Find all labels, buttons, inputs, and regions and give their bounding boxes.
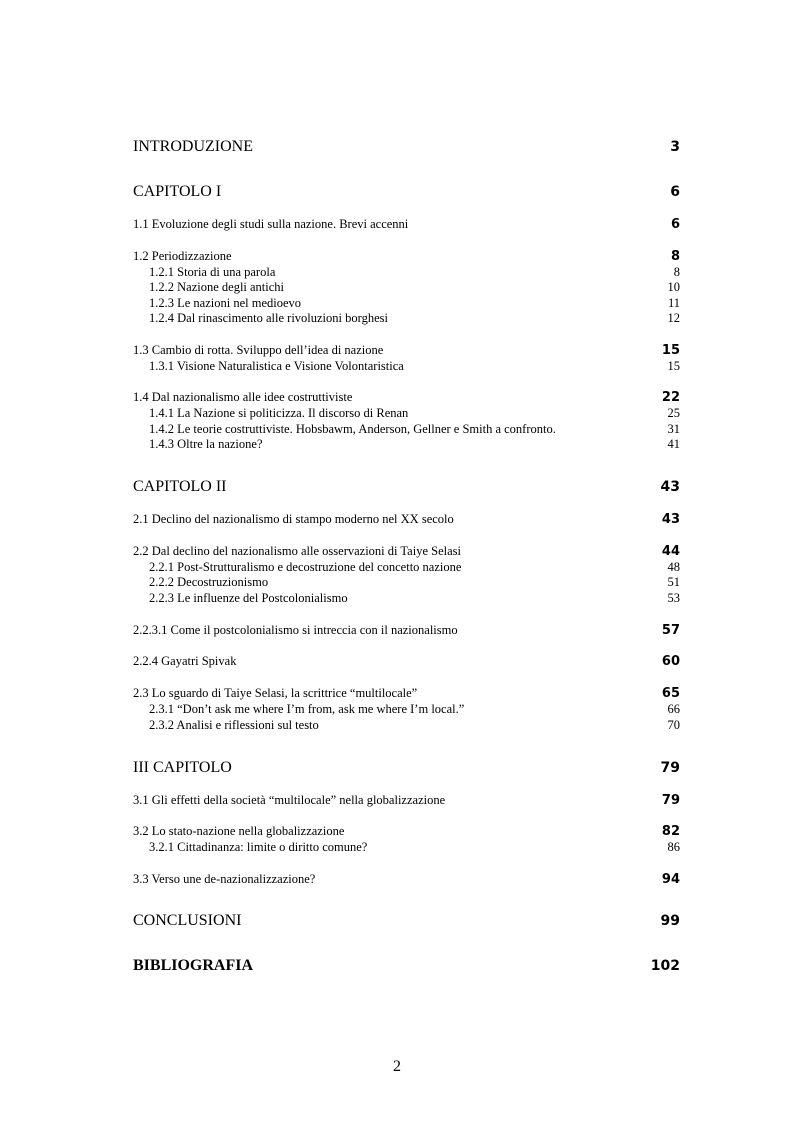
toc-entry-title: 2.2.4 Gayatri Spivak bbox=[133, 654, 237, 668]
toc-entry-page: 8 bbox=[673, 265, 680, 279]
toc-entry-subsection bbox=[149, 437, 680, 452]
toc-entry-subsection bbox=[149, 422, 680, 437]
toc-entry-subsection bbox=[149, 591, 680, 606]
toc-entry-title: CAPITOLO I bbox=[133, 183, 222, 200]
toc-entry-page: 31 bbox=[667, 422, 680, 436]
toc-entry-subsection bbox=[149, 311, 680, 326]
toc-entry-conclusioni bbox=[133, 912, 680, 930]
toc-entry-title: 2.2 Dal declino del nazionalismo alle osservazioni di Taiye Selasi bbox=[133, 544, 461, 558]
toc-entry-page: 43 bbox=[661, 512, 680, 527]
toc-entry-title: CAPITOLO II bbox=[133, 478, 227, 495]
toc-entry-title: 2.3 Lo sguardo di Taiye Selasi, la scrittrice “multilocale” bbox=[133, 686, 418, 700]
toc-entry-subsection bbox=[149, 359, 680, 374]
toc-entry-subsection bbox=[149, 560, 680, 575]
toc-entry-title: 1.3.1 Visione Naturalistica e Visione Volontaristica bbox=[149, 359, 404, 373]
toc-entry-section bbox=[133, 686, 680, 701]
toc-entry-capitolo-2 bbox=[133, 478, 680, 496]
toc-entry-title: 1.2.2 Nazione degli antichi bbox=[149, 280, 285, 294]
toc-entry-page: 70 bbox=[667, 718, 680, 732]
toc-entry-page: 79 bbox=[661, 793, 680, 808]
toc-entry-title: 1.2.4 Dal rinascimento alle rivoluzioni borghesi bbox=[149, 311, 388, 325]
toc-entry-title: 2.2.1 Post-Strutturalismo e decostruzione del concetto nazione bbox=[149, 560, 462, 574]
toc-entry-page: 11 bbox=[667, 296, 680, 310]
toc-entry-section bbox=[133, 249, 680, 264]
toc-entry-title: III CAPITOLO bbox=[133, 759, 232, 776]
toc-entry-title: CONCLUSIONI bbox=[133, 912, 242, 929]
toc-entry-subsection bbox=[149, 718, 680, 733]
toc-entry-capitolo-3 bbox=[133, 759, 680, 777]
toc-entry-title: BIBLIOGRAFIA bbox=[133, 957, 254, 974]
toc-entry-page: 43 bbox=[660, 479, 680, 495]
toc-entry-section bbox=[133, 512, 680, 527]
toc-entry-title: 1.2.3 Le nazioni nel medioevo bbox=[149, 296, 302, 310]
toc-entry-page: 6 bbox=[670, 184, 680, 200]
toc-entry-section bbox=[133, 390, 680, 405]
toc-entry-capitolo-1 bbox=[133, 183, 680, 201]
toc-entry-page: 8 bbox=[670, 249, 680, 264]
toc-entry-page: 102 bbox=[650, 958, 680, 974]
toc-entry-title: 1.4.1 La Nazione si politicizza. Il discorso di Renan bbox=[149, 406, 409, 420]
toc-entry-subsection bbox=[149, 575, 680, 590]
toc-entry-subsection bbox=[149, 280, 680, 295]
toc-entry-page: 15 bbox=[661, 343, 680, 358]
toc-entry-page: 25 bbox=[667, 406, 680, 420]
toc-entry-title: 3.3 Verso une de-nazionalizzazione? bbox=[133, 872, 316, 886]
toc-entry-subsection bbox=[149, 406, 680, 421]
toc-entry-section bbox=[133, 217, 680, 232]
toc-entry-section bbox=[133, 872, 680, 887]
toc-entry-section bbox=[133, 824, 680, 839]
toc-entry-title: 2.1 Declino del nazionalismo di stampo moderno nel XX secolo bbox=[133, 512, 454, 526]
toc-entry-page: 94 bbox=[661, 872, 680, 887]
toc-entry-page: 15 bbox=[667, 359, 680, 373]
toc-entry-page: 66 bbox=[667, 702, 680, 716]
toc-entry-page: 51 bbox=[667, 575, 680, 589]
toc-entry-subsection bbox=[149, 265, 680, 280]
toc-entry-section bbox=[133, 654, 680, 669]
toc-entry-page: 86 bbox=[667, 840, 680, 854]
toc-entry-page: 41 bbox=[667, 437, 680, 451]
toc-entry-title: 1.2.1 Storia di una parola bbox=[149, 265, 276, 279]
toc-entry-subsection bbox=[149, 296, 680, 311]
toc-entry-introduzione bbox=[133, 138, 680, 156]
toc-entry-title: 2.2.2 Decostruzionismo bbox=[149, 575, 269, 589]
toc-entry-section bbox=[133, 343, 680, 358]
toc-entry-title: 1.1 Evoluzione degli studi sulla nazione. Brevi accenni bbox=[133, 217, 409, 231]
toc-entry-title: 1.4.3 Oltre la nazione? bbox=[149, 437, 263, 451]
toc-entry-page: 22 bbox=[661, 390, 680, 405]
toc-entry-title: 3.2.1 Cittadinanza: limite o diritto comune? bbox=[149, 840, 368, 854]
toc-entry-page: 99 bbox=[660, 913, 680, 929]
toc-entry-title: 1.2 Periodizzazione bbox=[133, 249, 232, 263]
toc-entry-section bbox=[133, 623, 680, 638]
toc-entry-page: 3 bbox=[670, 139, 680, 155]
toc-entry-subsection bbox=[149, 840, 680, 855]
toc-entry-title: 2.2.3 Le influenze del Postcolonialismo bbox=[149, 591, 348, 605]
toc-entry-bibliografia bbox=[133, 957, 680, 975]
toc-entry-title: 3.2 Lo stato-nazione nella globalizzazione bbox=[133, 824, 345, 838]
toc-entry-title: 1.3 Cambio di rotta. Sviluppo dell’idea di nazione bbox=[133, 343, 384, 357]
toc-entry-page: 65 bbox=[661, 686, 680, 701]
toc-entry-page: 57 bbox=[661, 623, 680, 638]
toc-entry-page: 82 bbox=[661, 824, 680, 839]
toc-entry-page: 6 bbox=[670, 217, 680, 232]
toc-entry-section bbox=[133, 793, 680, 808]
toc-entry-page: 44 bbox=[661, 544, 680, 559]
toc-entry-title: INTRODUZIONE bbox=[133, 138, 253, 155]
toc-entry-title: 1.4.2 Le teorie costruttiviste. Hobsbawm, Anderson, Gellner e Smith a confronto. bbox=[149, 422, 556, 436]
page-number: 2 bbox=[393, 1058, 401, 1075]
toc-entry-page: 60 bbox=[661, 654, 680, 669]
toc-entry-title: 2.3.1 “Don’t ask me where I’m from, ask me where I’m local.” bbox=[149, 702, 465, 716]
toc-entry-subsection bbox=[149, 702, 680, 717]
toc-entry-title: 2.2.3.1 Come il postcolonialismo si intreccia con il nazionalismo bbox=[133, 623, 458, 637]
toc-entry-title: 3.1 Gli effetti della società “multilocale” nella globalizzazione bbox=[133, 793, 446, 807]
toc-entry-section bbox=[133, 544, 680, 559]
toc-entry-page: 48 bbox=[667, 560, 680, 574]
toc-entry-title: 2.3.2 Analisi e riflessioni sul testo bbox=[149, 718, 319, 732]
toc-entry-page: 10 bbox=[667, 280, 680, 294]
toc-entry-page: 12 bbox=[667, 311, 680, 325]
toc-entry-title: 1.4 Dal nazionalismo alle idee costruttiviste bbox=[133, 390, 353, 404]
toc-entry-page: 79 bbox=[660, 760, 680, 776]
toc-entry-page: 53 bbox=[667, 591, 680, 605]
